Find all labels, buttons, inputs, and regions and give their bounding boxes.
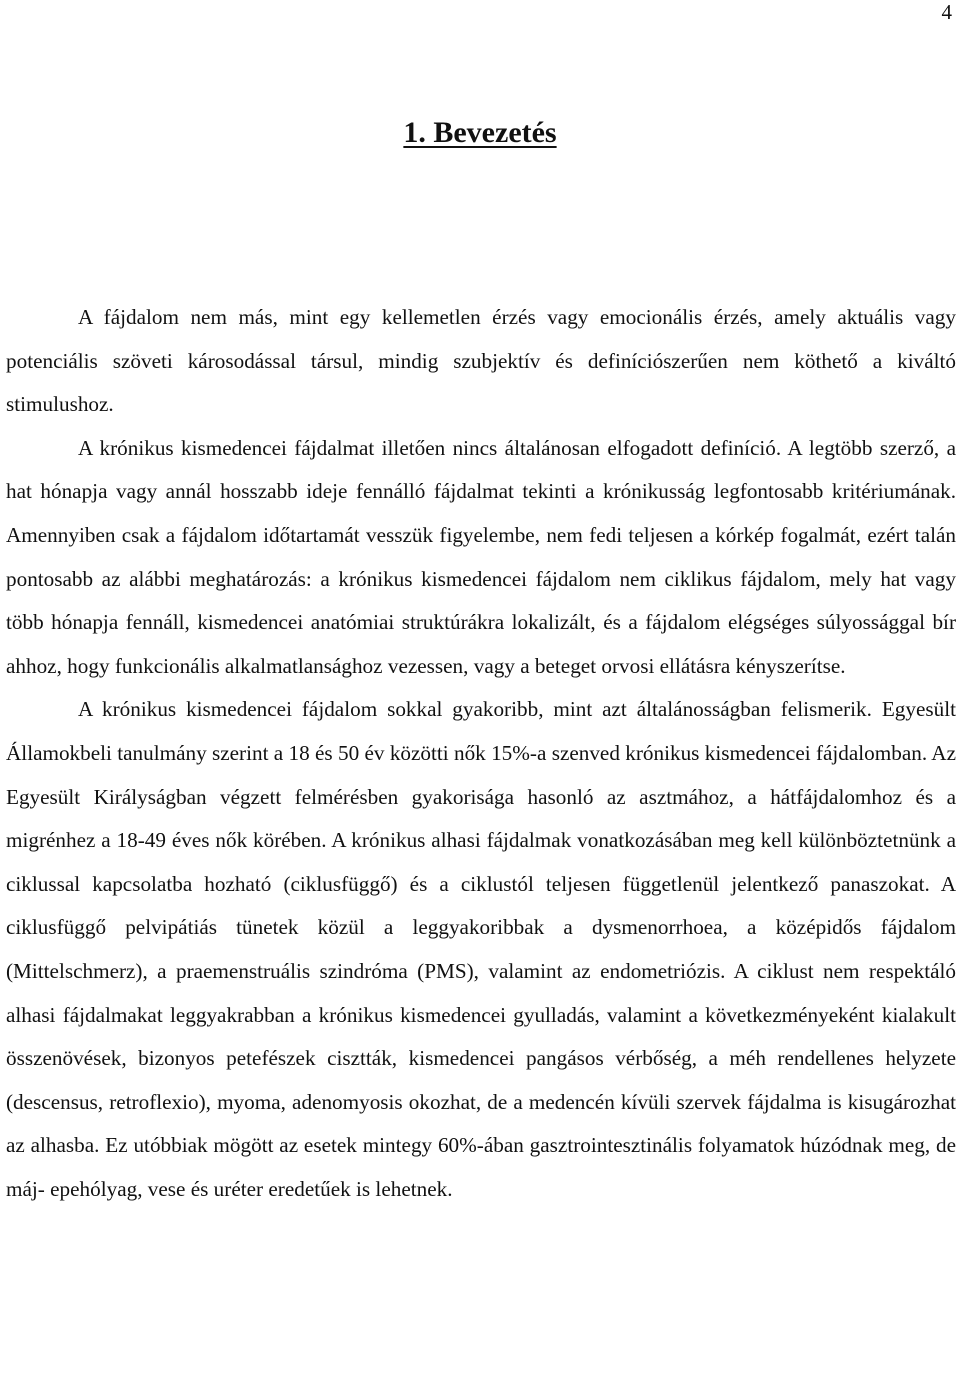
- paragraph-prevalence: A krónikus kismedencei fájdalom sokkal gyakoribb, mint azt általánosságban felismerik. Egyesült Államokbeli tanulmány szerint a 18 és 50 év közötti nők 15%-a szenved krónikus kismedencei fájdalomban. Az Egyesült Királyságban végzett felmérésben gyakorisága hasonló az asztmához, a hátfájdalomhoz és a migrénhez a 18-49 éves nők körében. A krónikus alhasi fájdalmak vonatkozásában meg kell különböztetnünk a ciklussal kapcsolatba hozható (ciklusfüggő) és a ciklustól teljesen függetlenül jelentkező panaszokat. A ciklusfüggő pelvipátiás tünetek közül a leggyakoribbak a dysmenorrhoea, a középidős fájdalom (Mittelschmerz), a praemenstruális szindróma (PMS), valamint az endometriózis. A ciklust nem respektáló alhasi fájdalmakat leggyakrabban a krónikus kismedencei gyulladás, valamint a következményeként kialakult összenövések, bizonyos petefészek cisztták, kismedencei pangásos vérbőség, a méh rendellenes helyzete (descensus, retroflexio), myoma, adenomyosis okozhat, de a medencén kívüli szervek fájdalma is kisugározhat az alhasba. Ez utóbbiak mögött az esetek mintegy 60%-ában gasztrointesztinális folyamatok húzódnak meg, de máj- epehólyag, vese és uréter eredetűek is lehetnek.: [6, 697, 956, 1201]
- chapter-title: 1. Bevezetés: [403, 116, 557, 149]
- body-text: [6, 296, 956, 1211]
- page-number: 4: [941, 0, 952, 24]
- paragraph-chronic-definition: A krónikus kismedencei fájdalmat illetően nincs általánosan elfogadott definíció. A legtöbb szerző, a hat hónapja vagy annál hosszabb ideje fennálló fájdalmat tekinti a krónikusság legfontosabb kritériumának. Amennyiben csak a fájdalom időtartamát vesszük figyelembe, nem fedi teljesen a kórkép fogalmát, ezért talán pontosabb az alábbi meghatározás: a krónikus kismedencei fájdalom nem ciklikus fájdalom, mely hat vagy több hónapja fennáll, kismedencei anatómiai struktúrákra lokalizált, és a fájdalom elégséges súlyossággal bír ahhoz, hogy funkcionális alkalmatlansághoz vezessen, vagy a beteget orvosi ellátásra kényszerítse.: [6, 435, 956, 678]
- paragraph-definition: A fájdalom nem más, mint egy kellemetlen érzés vagy emocionális érzés, amely aktuális vagy potenciális szöveti károsodással társul, mindig szubjektív és definíciószerűen nem köthető a kiváltó stimulushoz.: [6, 305, 956, 417]
